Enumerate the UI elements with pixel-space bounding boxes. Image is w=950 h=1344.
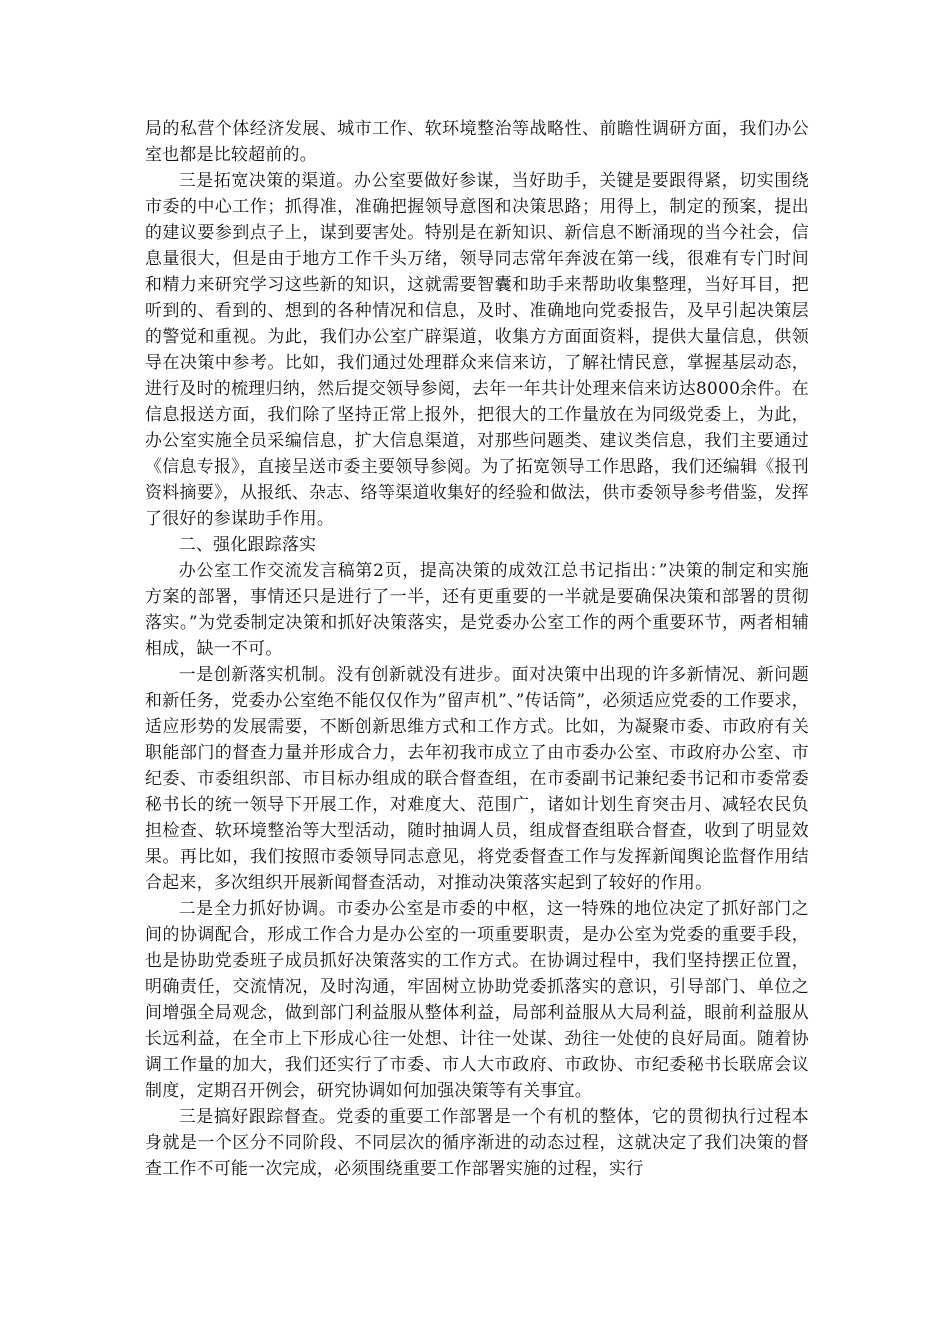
paragraph-section-intro: 办公室工作交流发言稿第2页，提高决策的成效江总书记指出：”决策的制定和实施方案的部署，事情还只是进行了一半，还有更重要的一半就是要确保决策和部署的贯彻落实。”为党委制定决策和抓好决策落实，是党委办公室工作的两个重要环节，两者相辅相成，缺一不可。	[145, 560, 809, 658]
section-heading: 二、强化跟踪落实	[178, 534, 317, 554]
paragraph-decision-channels: 三是拓宽决策的渠道。办公室要做好参谋，当好助手，关键是要跟得紧，切实围绕市委的中心工作；抓得准，准确把握领导意图和决策思路；用得上，制定的预案，提出的建议要参到点子上，谋到要害处。特别是在新知识、新信息不断涌现的当今社会，信息量很大，但是由于地方工作千头万绪，领导同志常年奔波在第一线，很难有专门时间和精力来研究学习这些新的知识，这就需要智囊和助手来帮助收集整理，当好耳目，把听到的、看到的、想到的各种情况和信息，及时、准确地向党委报告，及早引起决策层的警觉和重视。为此，我们办公室广辟渠道，收集方方面面资料，提供大量信息，供领导在决策中参考。比如，我们通过处理群众来信来访，了解社情民意，掌握基层动态，进行及时的梳理归纳，然后提交领导参阅，去年一年共计处理来信来访达8000余件。在信息报送方面，我们除了坚持正常上报外，把很大的工作量放在为同级党委上，为此，办公室实施全员采编信息，扩大信息渠道，对那些问题类、建议类信息，我们主要通过《信息专报》，直接呈送市委主要领导参阅。为了拓宽领导工作思路，我们还编辑《报刊资料摘要》，从报纸、杂志、络等渠道收集好的经验和做法，供市委领导参考借鉴，发挥了很好的参谋助手作用。	[145, 170, 809, 528]
paragraph-innovation-mechanism: 一是创新落实机制。没有创新就没有进步。面对决策中出现的许多新情况、新问题和新任务，党委办公室绝不能仅仅作为”留声机”、”传话筒”，必须适应党委的工作要求，适应形势的发展需要，不断创新思维方式和工作方式。比如，为凝聚市委、市政府有关职能部门的督查力量并形成合力，去年初我市成立了由市委办公室、市政府办公室、市纪委、市委组织部、市目标办组成的联合督查组，在市委副书记兼纪委书记和市委常委秘书长的统一领导下开展工作，对难度大、范围广，诸如计划生育突击月、减轻农民负担检查、软环境整治等大型活动，随时抽调人员，组成督查组联合督查，收到了明显效果。再比如，我们按照市委领导同志意见，将党委督查工作与发挥新闻舆论监督作用结合起来，多次组织开展新闻督查活动，对推动决策落实起到了较好的作用。	[145, 664, 809, 892]
paragraph-continuation: 局的私营个体经济发展、城市工作、软环境整治等战略性、前瞻性调研方面，我们办公室也都是比较超前的。	[145, 118, 809, 164]
document-page	[145, 115, 809, 1181]
paragraph-coordination: 二是全力抓好协调。市委办公室是市委的中枢，这一特殊的地位决定了抓好部门之间的协调配合，形成工作合力是办公室的一项重要职责，是办公室为党委的重要手段，也是协助党委班子成员抓好决策落实的工作方式。在协调过程中，我们坚持摆正位置，明确责任，交流情况，及时沟通，牢固树立协助党委抓落实的意识，引导部门、单位之间增强全局观念，做到部门利益服从整体利益，局部利益服从大局利益，眼前利益服从长远利益，在全市上下形成心往一处想、计往一处谋、劲往一处使的良好局面。随着协调工作量的加大，我们还实行了市委、市人大市政府、市政协、市纪委秘书长联席会议制度，定期召开例会，研究协调如何加强决策等有关事宜。	[145, 898, 809, 1100]
paragraph-tracking-supervision: 三是搞好跟踪督查。党委的重要工作部署是一个有机的整体，它的贯彻执行过程本身就是一个区分不同阶段、不同层次的循序渐进的动态过程，这就决定了我们决策的督查工作不可能一次完成，必须围绕重要工作部署实施的过程，实行	[145, 1106, 809, 1178]
